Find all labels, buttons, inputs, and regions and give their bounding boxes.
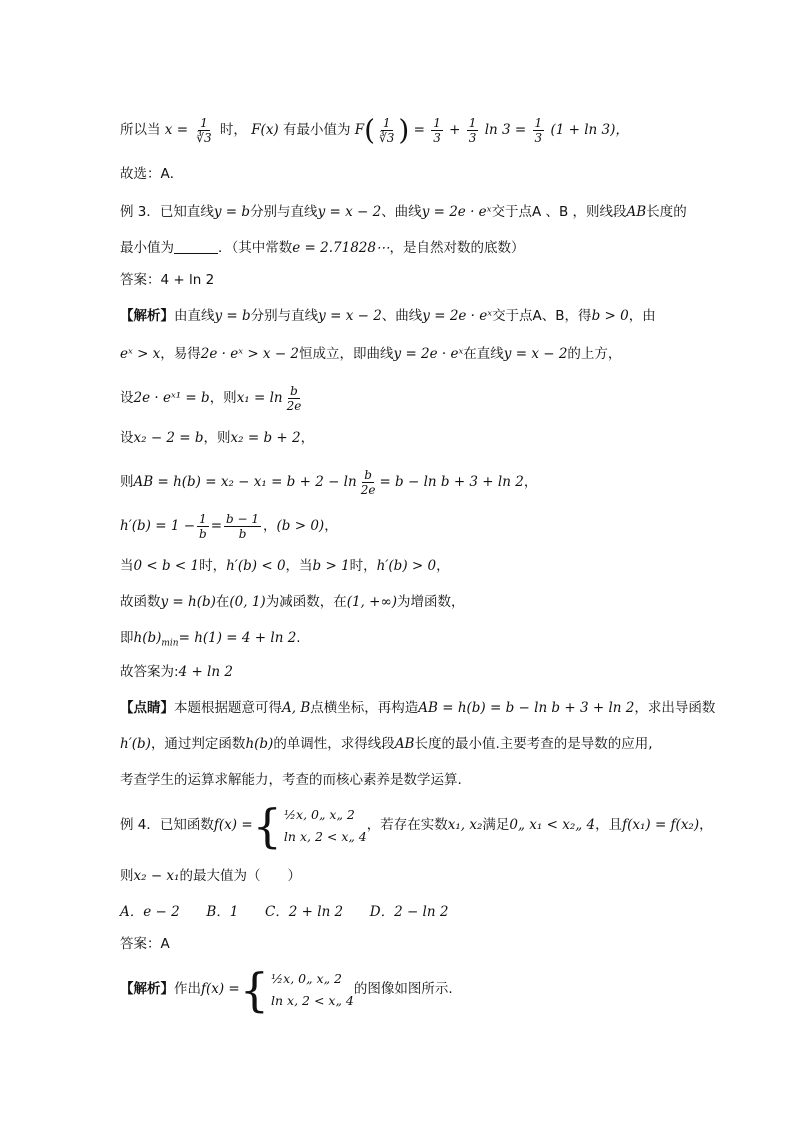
math: 2e · eˣ > x − 2 xyxy=(200,346,300,362)
numerator: b xyxy=(290,384,298,398)
fraction xyxy=(224,512,261,541)
text: 当 xyxy=(120,558,134,574)
text: 即 xyxy=(120,630,134,646)
numerator: 1 xyxy=(382,116,391,130)
denominator: 3 xyxy=(468,131,477,145)
text: 长度的最小值.主要考查的是导数的应用, xyxy=(414,736,653,752)
example4-answer: 答案：A xyxy=(120,936,170,952)
text: 的上方， xyxy=(567,346,622,362)
text: 、曲线 xyxy=(381,204,422,220)
fraction xyxy=(197,512,209,541)
text: 作出 xyxy=(174,981,201,997)
math: b > 1 xyxy=(312,558,350,574)
math: e = 2.71828⋯ xyxy=(292,240,390,256)
example4-options xyxy=(120,902,448,922)
text: 、曲线 xyxy=(381,308,423,324)
example3-answer: 答案：4 + ln 2 xyxy=(120,272,215,288)
option-b: B．1 xyxy=(206,904,239,920)
text: 则 xyxy=(120,868,134,884)
example4-question xyxy=(120,798,713,853)
example3-question xyxy=(120,202,687,222)
denominator: ∛3 xyxy=(196,131,212,145)
math: x₁ = ln xyxy=(236,390,283,406)
text: ．（其中常数 xyxy=(218,240,293,256)
text: 分别与直线 xyxy=(250,204,318,220)
math: F(x) xyxy=(251,122,279,138)
text: ， xyxy=(324,518,338,534)
math: y = h(b) xyxy=(160,594,216,610)
math: = b − ln b + 3 + ln 2 xyxy=(379,474,524,490)
text: ， xyxy=(436,558,450,574)
option-d: D．2 − ln 2 xyxy=(369,904,449,920)
math: x₂ − x₁ xyxy=(133,868,180,884)
case-1: ½x, 0„ x„ 2 xyxy=(283,806,355,822)
text: 例 4．已知函数 xyxy=(120,817,214,833)
math: (1 + ln 3)， xyxy=(550,122,629,138)
math: h′(b) > 0 xyxy=(376,558,437,574)
analysis-tag: 【解析】 xyxy=(120,308,174,324)
analysis-line7 xyxy=(120,556,450,576)
math: AB xyxy=(394,736,415,752)
text: 恒成立，即曲线 xyxy=(299,346,394,362)
text: 为增函数， xyxy=(396,594,465,610)
math: h(b) xyxy=(245,736,274,752)
math: y = 2e · eˣ xyxy=(393,346,464,362)
math: AB xyxy=(626,204,647,220)
math: y = 2e · eˣ xyxy=(421,204,492,220)
case-1: ½x, 0„ x„ 2 xyxy=(271,970,342,986)
math: f(x) = xyxy=(201,981,240,997)
text: ， xyxy=(523,474,538,490)
math: h′(b) = 1 − xyxy=(120,518,196,534)
text: ，通过判定函数 xyxy=(150,736,246,752)
denominator: ∛3 xyxy=(379,131,395,145)
paren: ) xyxy=(398,113,410,147)
text: 则 xyxy=(120,474,134,490)
text: 为减函数，在 xyxy=(265,594,347,610)
example3-question-cont xyxy=(120,238,524,258)
text: ，是自然对数的底数） xyxy=(389,240,525,256)
fraction xyxy=(194,116,213,145)
text: . xyxy=(296,630,301,646)
cases xyxy=(284,804,367,848)
math: b > 0 xyxy=(591,308,629,324)
option-a: A．e − 2 xyxy=(120,904,180,920)
numerator: 1 xyxy=(200,116,208,130)
analysis-line8 xyxy=(120,592,464,612)
text: ， xyxy=(699,817,713,833)
math: A, B xyxy=(282,700,311,716)
analysis-line2 xyxy=(120,344,621,364)
math: ln 3 = xyxy=(484,122,527,138)
text: 故函数 xyxy=(120,594,161,610)
piecewise xyxy=(252,798,367,853)
analysis-line4 xyxy=(120,428,314,448)
math: y = x − 2 xyxy=(317,204,382,220)
fraction xyxy=(431,116,443,145)
math: = h(1) = 4 + ln 2 xyxy=(178,630,297,646)
math: y = 2e · eˣ xyxy=(422,308,493,324)
text: 分别与直线 xyxy=(250,308,319,324)
math: 0 < b < 1 xyxy=(133,558,200,574)
text: ，则 xyxy=(203,430,231,446)
text: 时， xyxy=(349,558,377,574)
numerator: b xyxy=(364,468,372,482)
math: (b > 0) xyxy=(276,518,325,534)
option-c: C．2 + ln 2 xyxy=(264,904,344,920)
numerator: 1 xyxy=(468,116,477,130)
math: AB = h(b) = x₂ − x₁ = b + 2 − ln xyxy=(133,474,357,490)
fraction xyxy=(377,116,396,145)
text: 设 xyxy=(120,390,134,406)
text: 最小值为 xyxy=(120,240,174,256)
text: ，则 xyxy=(209,390,237,406)
text: 的单调性，求得线段 xyxy=(273,736,395,752)
text: 故答案为: xyxy=(120,664,179,680)
denominator: 3 xyxy=(433,131,441,145)
analysis-tag: 【解析】 xyxy=(120,981,174,997)
paren: ( xyxy=(364,113,376,147)
analysis-line5 xyxy=(120,468,537,497)
line-min-value xyxy=(120,113,629,147)
text: ，由 xyxy=(628,308,656,324)
text: 所以当 xyxy=(120,122,161,138)
brace: { xyxy=(239,962,270,1017)
text: 满足 xyxy=(482,817,510,833)
text: ，且 xyxy=(595,817,623,833)
piecewise xyxy=(239,962,354,1017)
text: 例 3．已知直线 xyxy=(120,204,214,220)
text: ，易得 xyxy=(160,346,201,362)
fraction xyxy=(285,384,304,413)
math: h′(b) < 0 xyxy=(226,558,286,574)
math: F xyxy=(354,122,365,138)
numerator: b − 1 xyxy=(226,512,260,526)
text: 由直线 xyxy=(174,308,215,324)
math: f(x₁) = f(x₂) xyxy=(622,817,700,833)
denominator: b xyxy=(238,527,247,541)
numerator: 1 xyxy=(199,512,207,526)
numerator: 1 xyxy=(534,116,543,130)
analysis-line1 xyxy=(120,306,656,326)
text: 在直线 xyxy=(463,346,504,362)
text: ， xyxy=(300,430,315,446)
math: = xyxy=(413,122,425,138)
math: x = xyxy=(164,122,189,138)
answer-blank xyxy=(174,239,218,254)
text: 本题根据题意可得 xyxy=(174,700,282,716)
fraction xyxy=(359,468,378,497)
math: eˣ > x xyxy=(120,346,161,362)
fraction xyxy=(533,116,545,145)
denominator: 2e xyxy=(286,399,302,413)
case-2: ln x, 2 < x„ 4 xyxy=(271,992,354,1008)
text: 点横坐标，再构造 xyxy=(310,700,419,716)
math: + xyxy=(449,122,461,138)
text: 的最大值为（ ） xyxy=(179,868,301,884)
text: ，当 xyxy=(285,558,313,574)
math: y = b xyxy=(213,204,251,220)
text: 交于点A、B，得 xyxy=(492,308,592,324)
math: f(x) = xyxy=(213,817,253,833)
math: x₂ = b + 2 xyxy=(230,430,301,446)
math: AB = h(b) = b − ln b + 3 + ln 2 xyxy=(418,700,635,716)
math: h′(b) xyxy=(120,736,151,752)
denominator: b xyxy=(199,527,207,541)
comment-line1 xyxy=(120,698,715,718)
cases xyxy=(271,968,354,1012)
text: 时， xyxy=(199,558,227,574)
numerator: 1 xyxy=(433,116,441,130)
brace: { xyxy=(252,798,282,853)
analysis-line6 xyxy=(120,512,338,541)
text: 长度的 xyxy=(646,204,687,220)
example4-analysis xyxy=(120,962,453,1017)
math: x₂ − 2 = b xyxy=(133,430,204,446)
math: y = b xyxy=(214,308,251,324)
fraction xyxy=(467,116,479,145)
math: y = x − 2 xyxy=(318,308,382,324)
math: x₁, x₂ xyxy=(447,817,483,833)
math: 4 + ln 2 xyxy=(178,664,233,680)
comment-line2 xyxy=(120,734,653,754)
subscript: min xyxy=(161,638,179,649)
text: 交于点A 、B ，则线段 xyxy=(491,204,627,220)
math: (0, 1) xyxy=(229,594,266,610)
text: 的图像如图所示. xyxy=(353,981,453,997)
math: y = x − 2 xyxy=(503,346,568,362)
text: 设 xyxy=(120,430,134,446)
math: 2e · eˣ¹ = b xyxy=(133,390,210,406)
denominator: 3 xyxy=(534,131,543,145)
comment-tag: 【点睛】 xyxy=(120,700,174,716)
denominator: 2e xyxy=(360,483,376,497)
text: ，求出导函数 xyxy=(634,700,716,716)
text: ， xyxy=(263,518,277,534)
example4-question-cont xyxy=(120,866,301,886)
math: 0„ x₁ < x₂„ 4 xyxy=(509,817,596,833)
math: = xyxy=(210,518,223,534)
text: 有最小值为 xyxy=(283,122,351,138)
text: 在 xyxy=(215,594,230,610)
analysis-line9 xyxy=(120,628,301,654)
case-2: ln x, 2 < x„ 4 xyxy=(283,828,367,844)
final-answer-line xyxy=(120,662,233,682)
math: h(b) xyxy=(133,630,162,646)
comment-line3: 考查学生的运算求解能力，考查的而核心素养是数学运算. xyxy=(120,772,462,788)
text: ，若存在实数 xyxy=(366,817,448,833)
line-choice-a: 故选：A． xyxy=(120,166,184,182)
analysis-line3 xyxy=(120,384,305,413)
text: 时， xyxy=(219,122,247,138)
math: (1, +∞) xyxy=(346,594,397,610)
